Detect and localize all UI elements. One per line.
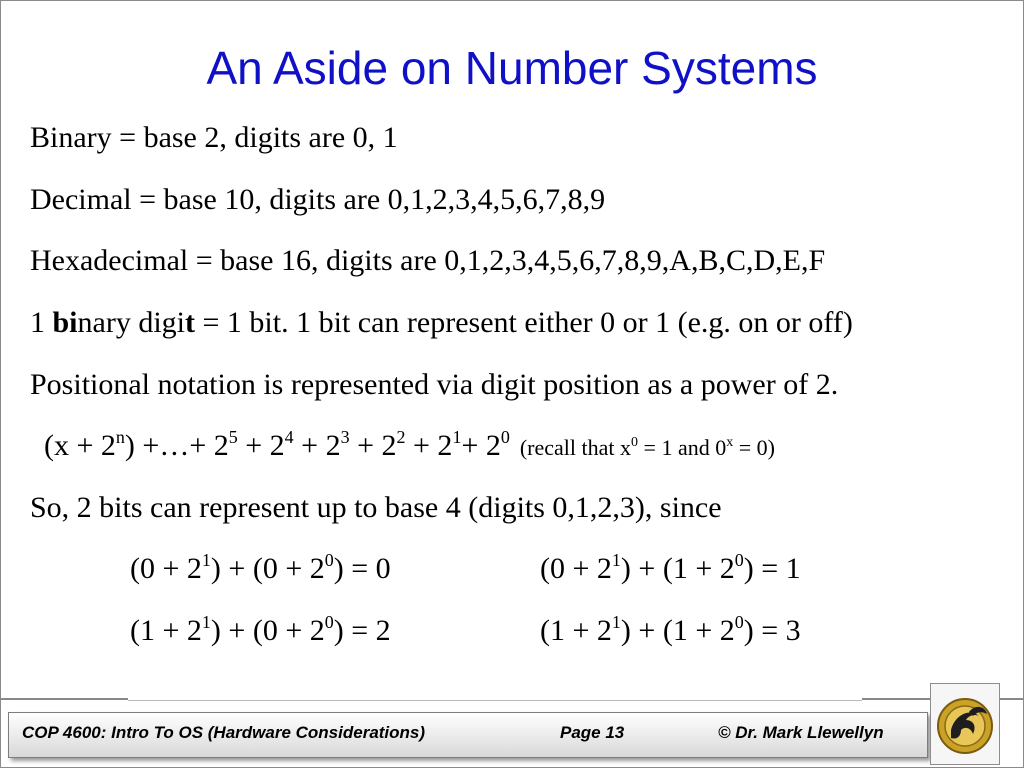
- formula-exponent: 5: [228, 427, 238, 447]
- eq-part: (0 + 2: [130, 552, 202, 585]
- eq-part: (0 + 2: [540, 552, 612, 585]
- formula-part: ) +…+ 2: [124, 429, 229, 462]
- binary-line: Binary = base 2, digits are 0, 1: [30, 121, 398, 154]
- equation-4: [540, 613, 801, 649]
- slide-title: An Aside on Number Systems: [206, 42, 818, 94]
- power-formula: [44, 428, 775, 466]
- formula-exponent: 0: [500, 427, 510, 447]
- footer-course: COP 4600: Intro To OS (Hardware Considerations): [22, 723, 426, 742]
- bit-mid: nary digi: [77, 306, 186, 339]
- logo: [930, 683, 1000, 765]
- eq-part: (1 + 2: [540, 614, 612, 647]
- eq-part: ) = 0: [333, 552, 391, 585]
- formula-exponent: 4: [284, 427, 294, 447]
- decimal-line: Decimal = base 10, digits are 0,1,2,3,4,5,6,7,8,9: [30, 183, 606, 216]
- eq-exponent: 0: [734, 612, 744, 632]
- eq-part: ) = 3: [743, 614, 801, 647]
- note-exponent: 0: [631, 435, 639, 450]
- eq-exponent: 1: [611, 550, 621, 570]
- bit-rest: = 1 bit. 1 bit can represent either 0 or 1 (e.g. on or off): [195, 306, 853, 339]
- eq-exponent: 0: [324, 612, 334, 632]
- eq-part: ) + (0 + 2: [210, 614, 325, 647]
- formula-exponent: 3: [340, 427, 350, 447]
- eq-exponent: 1: [611, 612, 621, 632]
- note-exponent: x: [726, 435, 734, 450]
- footer-divider-left: [0, 698, 128, 700]
- formula-part: + 2: [461, 429, 501, 462]
- footer-divider-mid: [128, 700, 862, 701]
- positional-line: Positional notation is represented via digit position as a power of 2.: [30, 368, 839, 401]
- formula-exponent: 1: [452, 427, 462, 447]
- eq-exponent: 0: [734, 550, 744, 570]
- formula-part: + 2: [405, 429, 453, 462]
- hex-line: Hexadecimal = base 16, digits are 0,1,2,3,4,5,6,7,8,9,A,B,C,D,E,F: [30, 244, 826, 277]
- bit-prefix: 1: [30, 306, 53, 339]
- eq-part: ) = 1: [743, 552, 801, 585]
- equation-3: [130, 613, 391, 649]
- footer-page-number: Page 13: [560, 723, 625, 742]
- bit-definition-line: [30, 305, 853, 341]
- eq-exponent: 1: [201, 550, 211, 570]
- formula-part: + 2: [293, 429, 341, 462]
- equation-1: [130, 551, 391, 587]
- eq-part: (1 + 2: [130, 614, 202, 647]
- recall-note: [520, 435, 775, 460]
- note-part: = 1 and 0: [638, 435, 727, 460]
- formula-part: + 2: [237, 429, 285, 462]
- note-part: = 0): [733, 435, 775, 460]
- bit-bold-bi: bi: [52, 306, 78, 339]
- formula-exponent: 2: [396, 427, 406, 447]
- bit-bold-t: t: [185, 306, 196, 339]
- footer-author: © Dr. Mark Llewellyn: [718, 723, 884, 742]
- eq-exponent: 1: [201, 612, 211, 632]
- eq-exponent: 0: [324, 550, 334, 570]
- formula-part: (x + 2: [44, 429, 116, 462]
- formula-exponent: n: [115, 427, 125, 447]
- formula-part: + 2: [349, 429, 397, 462]
- pegasus-logo-icon: [931, 684, 999, 764]
- eq-part: ) + (1 + 2: [620, 614, 735, 647]
- eq-part: ) + (1 + 2: [620, 552, 735, 585]
- eq-part: ) + (0 + 2: [210, 552, 325, 585]
- eq-part: ) = 2: [333, 614, 391, 647]
- note-part: (recall that x: [519, 435, 632, 460]
- so-line: So, 2 bits can represent up to base 4 (digits 0,1,2,3), since: [30, 491, 722, 524]
- equation-2: [540, 551, 801, 587]
